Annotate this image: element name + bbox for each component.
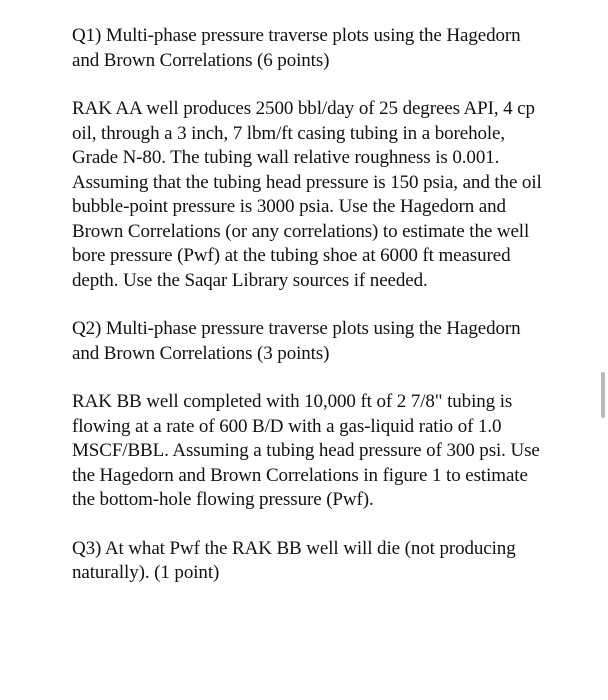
q1-heading: Q1) Multi-phase pressure traverse plots using the Hagedorn and Brown Correlations (6 points)	[72, 25, 521, 71]
paragraph-gap	[72, 366, 542, 390]
q1-body: RAK AA well produces 2500 bbl/day of 25 degrees API, 4 cp oil, through a 3 inch, 7 lbm/ft casing tubing in a borehole, Grade N-80. The tubing wall relative roughness is 0.001. Assuming that the tubing head pressure is 150 psia, and the oil bubble-point pressure is 3000 psia. Use the Hagedorn and Brown Correlations (or any correlations) to estimate the well bore pressure (Pwf) at the tubing shoe at 6000 ft measured depth. Use the Saqar Library sources if needed.	[72, 98, 542, 291]
q2-body: RAK BB well completed with 10,000 ft of 2 7/8" tubing is flowing at a rate of 600 B/D with a gas-liquid ratio of 1.0 MSCF/BBL. Assuming a tubing head pressure of 300 psi. Use the Hagedorn and Brown Correlations in figure 1 to estimate the bottom-hole flowing pressure (Pwf).	[72, 391, 540, 510]
q3-text: Q3) At what Pwf the RAK BB well will die (not producing naturally). (1 point)	[72, 537, 516, 583]
vertical-scrollbar[interactable]	[601, 372, 605, 418]
question-content	[72, 24, 542, 586]
paragraph-gap	[72, 513, 542, 537]
q2-heading: Q2) Multi-phase pressure traverse plots using the Hagedorn and Brown Correlations (3 points)	[72, 318, 521, 364]
paragraph-gap	[72, 73, 542, 97]
paragraph-gap	[72, 293, 542, 317]
